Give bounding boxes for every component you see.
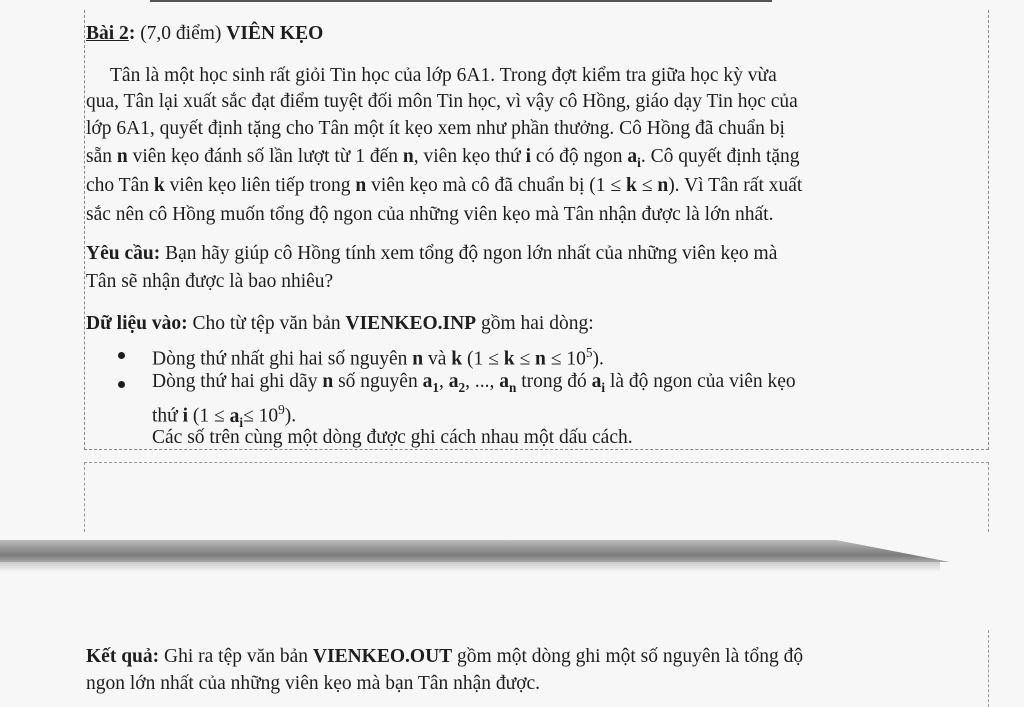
intro-line-6: sắc nên cô Hồng muốn tổng độ ngon của những viên kẹo mà Tân nhận được là lớn nhất. bbox=[86, 204, 774, 225]
input-heading: Dữ liệu vào: Cho từ tệp văn bản VIENKEO.INP gồm hai dòng: bbox=[86, 313, 594, 334]
paper-fold-gradient bbox=[0, 562, 940, 572]
input-note: Các số trên cùng một dòng được ghi cách nhau một dấu cách. bbox=[152, 427, 633, 448]
page-top-border bbox=[150, 0, 772, 2]
output-line-1: Kết quả: Ghi ra tệp văn bản VIENKEO.OUT gồm một dòng ghi một số nguyên là tổng độ bbox=[86, 646, 804, 667]
intro-line-5: cho Tân k viên kẹo liên tiếp trong n viên kẹo mà cô đã chuẩn bị (1 ≤ k ≤ n). Vì Tân rất xuất bbox=[86, 175, 803, 196]
requirement-line-1: Yêu cầu: Bạn hãy giúp cô Hồng tính xem tổng độ ngon lớn nhất của những viên kẹo mà bbox=[86, 243, 778, 264]
intro-line-2: qua, Tân lại xuất sắc đạt điểm tuyệt đối môn Tin học, vì vậy cô Hồng, giáo dạy Tin học của bbox=[86, 91, 798, 112]
requirement-line-2: Tân sẽ nhận được là bao nhiêu? bbox=[86, 271, 334, 292]
bullet-dot bbox=[118, 381, 125, 388]
output-line-2: ngon lớn nhất của những viên kẹo mà bạn Tân nhận được. bbox=[86, 673, 541, 694]
intro-line-3: lớp 6A1, quyết định tặng cho Tân một ít kẹo xem như phần thưởng. Cô Hồng đã chuẩn bị bbox=[86, 118, 785, 139]
problem-title: Bài 2: (7,0 điểm) VIÊN KẸO bbox=[86, 23, 324, 44]
intro-line-4: sẵn n viên kẹo đánh số lần lượt từ 1 đến n, viên kẹo thứ i có độ ngon $a_i$. Cô quyết định tặng bbox=[86, 146, 800, 170]
input-bullet-2: Dòng thứ hai ghi dãy n số nguyên $a_1$, $a_2$, ..., $a_n$ trong đó $a_i$ là độ ngon của viên kẹo bbox=[152, 371, 796, 395]
intro-line-1: Tân là một học sinh rất giỏi Tin học của lớp 6A1. Trong đợt kiểm tra giữa học kỳ vừa bbox=[110, 65, 777, 86]
empty-text-frame bbox=[84, 462, 989, 532]
input-bullet-2-cont: thứ i $(1 \le a_i\le 10^9)$. bbox=[152, 402, 297, 430]
input-bullet-1: Dòng thứ nhất ghi hai số nguyên n và k $(1 \le k \le n \le 10^5)$. bbox=[152, 345, 604, 370]
bullet-dot bbox=[118, 352, 125, 359]
output-frame-edge bbox=[988, 630, 990, 707]
paper-fold-shadow bbox=[0, 540, 950, 562]
